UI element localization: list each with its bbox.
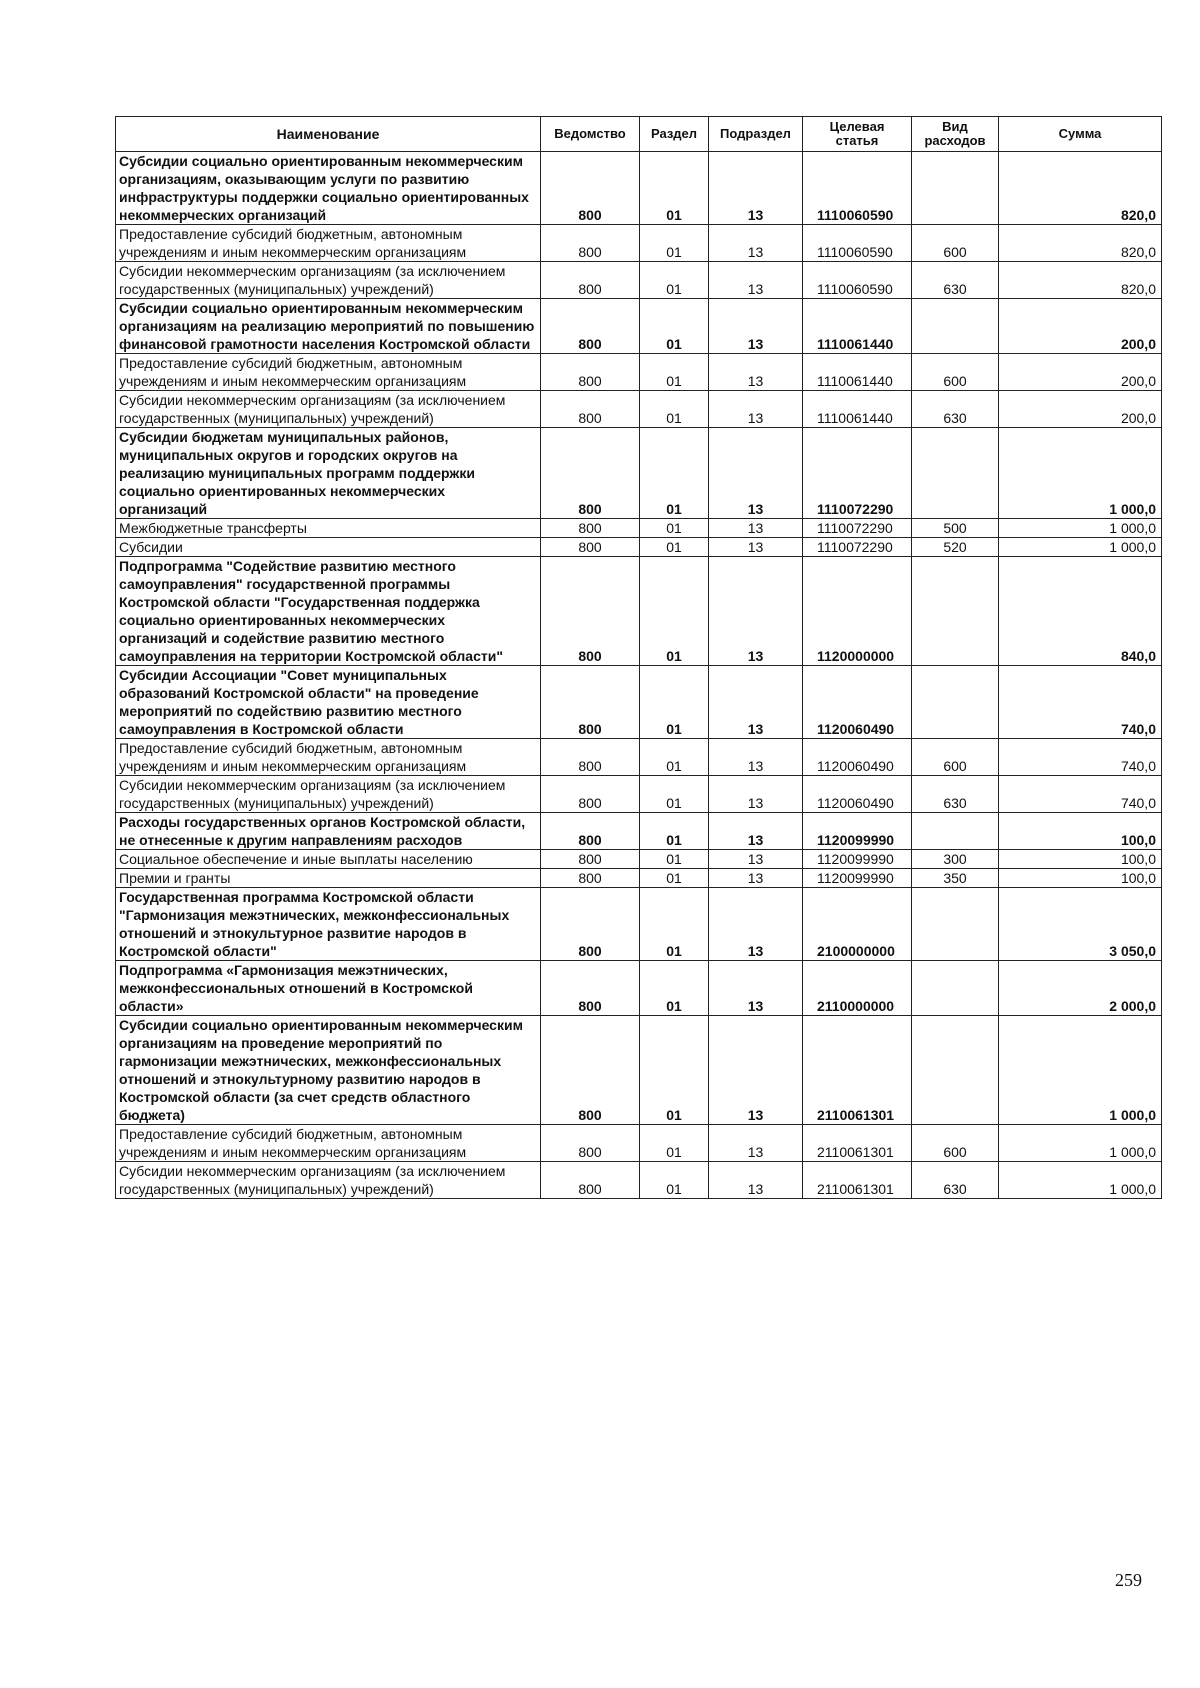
- row-amount-cell: 100,0: [999, 813, 1162, 850]
- row-subsection-cell: 13: [709, 557, 803, 666]
- row-subsection-cell: 13: [709, 888, 803, 961]
- row-expense-type-cell: [912, 428, 999, 519]
- table-row: [116, 739, 1162, 776]
- row-amount-cell: 1 000,0: [999, 519, 1162, 538]
- header-department: Ведомство: [541, 117, 640, 152]
- row-target-cell: 1110061440: [803, 391, 912, 428]
- row-name-cell: Субсидии Ассоциации "Совет муниципальных образований Костромской области" на проведение мероприятий по содействию развитию местного самоуправления в Костромской области: [116, 666, 541, 739]
- row-section-cell: 01: [640, 225, 709, 262]
- header-expense-type: [912, 117, 999, 152]
- table-body: [116, 152, 1162, 1199]
- budget-table: [115, 116, 1162, 1199]
- row-target-cell: 2110061301: [803, 1162, 912, 1199]
- table-row: [116, 428, 1162, 519]
- table-row: [116, 391, 1162, 428]
- table-row: [116, 1016, 1162, 1125]
- row-name-cell: Субсидии некоммерческим организациям (за исключением государственных (муниципальных) учреждений): [116, 391, 541, 428]
- row-expense-type-cell: 350: [912, 869, 999, 888]
- row-target-cell: 1120099990: [803, 850, 912, 869]
- row-name-cell: Предоставление субсидий бюджетным, автономным учреждениям и иным некоммерческим организациям: [116, 1125, 541, 1162]
- row-department-cell: 800: [541, 850, 640, 869]
- row-expense-type-cell: [912, 557, 999, 666]
- row-subsection-cell: 13: [709, 813, 803, 850]
- row-expense-type-cell: [912, 666, 999, 739]
- row-section-cell: 01: [640, 1016, 709, 1125]
- row-department-cell: 800: [541, 1162, 640, 1199]
- row-expense-type-cell: [912, 813, 999, 850]
- row-subsection-cell: 13: [709, 225, 803, 262]
- row-target-cell: 1120099990: [803, 869, 912, 888]
- table-row: [116, 776, 1162, 813]
- row-name-cell: Предоставление субсидий бюджетным, автономным учреждениям и иным некоммерческим организациям: [116, 225, 541, 262]
- table-row: [116, 557, 1162, 666]
- row-name-cell: Субсидии некоммерческим организациям (за исключением государственных (муниципальных) учреждений): [116, 776, 541, 813]
- header-subsection: Подраздел: [709, 117, 803, 152]
- row-subsection-cell: 13: [709, 354, 803, 391]
- row-section-cell: 01: [640, 538, 709, 557]
- row-subsection-cell: 13: [709, 1125, 803, 1162]
- row-department-cell: 800: [541, 888, 640, 961]
- header-amount: Сумма: [999, 117, 1162, 152]
- row-target-cell: 1110072290: [803, 428, 912, 519]
- row-expense-type-cell: 600: [912, 739, 999, 776]
- row-target-cell: 1110061440: [803, 299, 912, 354]
- row-amount-cell: 2 000,0: [999, 961, 1162, 1016]
- row-expense-type-cell: [912, 299, 999, 354]
- table-row: [116, 538, 1162, 557]
- row-amount-cell: 840,0: [999, 557, 1162, 666]
- row-department-cell: 800: [541, 1125, 640, 1162]
- row-amount-cell: 200,0: [999, 299, 1162, 354]
- row-expense-type-cell: [912, 961, 999, 1016]
- row-department-cell: 800: [541, 391, 640, 428]
- row-target-cell: 2110061301: [803, 1016, 912, 1125]
- row-subsection-cell: 13: [709, 776, 803, 813]
- row-section-cell: 01: [640, 391, 709, 428]
- header-section: Раздел: [640, 117, 709, 152]
- row-expense-type-cell: 300: [912, 850, 999, 869]
- row-section-cell: 01: [640, 666, 709, 739]
- row-department-cell: 800: [541, 813, 640, 850]
- row-name-cell: Субсидии социально ориентированным некоммерческим организациям на проведение мероприятий по гармонизации межэтнических, межконфессиональных отношений и этнокультурному развитию народов в Костромской области (за счет средств областного бюджета): [116, 1016, 541, 1125]
- header-expense-line2: расходов: [924, 133, 986, 148]
- row-amount-cell: 1 000,0: [999, 1016, 1162, 1125]
- row-department-cell: 800: [541, 961, 640, 1016]
- row-expense-type-cell: 600: [912, 1125, 999, 1162]
- row-subsection-cell: 13: [709, 152, 803, 225]
- row-expense-type-cell: 520: [912, 538, 999, 557]
- row-target-cell: 2100000000: [803, 888, 912, 961]
- row-department-cell: 800: [541, 225, 640, 262]
- row-section-cell: 01: [640, 557, 709, 666]
- row-name-cell: Предоставление субсидий бюджетным, автономным учреждениям и иным некоммерческим организациям: [116, 354, 541, 391]
- row-name-cell: Премии и гранты: [116, 869, 541, 888]
- row-name-cell: Подпрограмма "Содействие развитию местного самоуправления" государственной программы Костромской области "Государственная поддержка социально ориентированных некоммерческих организаций и содействие развитию местного самоуправления на территории Костромской области": [116, 557, 541, 666]
- row-department-cell: 800: [541, 262, 640, 299]
- row-target-cell: 1110072290: [803, 519, 912, 538]
- row-target-cell: 1120000000: [803, 557, 912, 666]
- row-name-cell: Подпрограмма «Гармонизация межэтнических, межконфессиональных отношений в Костромской области»: [116, 961, 541, 1016]
- row-department-cell: 800: [541, 428, 640, 519]
- row-section-cell: 01: [640, 961, 709, 1016]
- page-number: 259: [1115, 1570, 1142, 1590]
- table-header-row: [116, 117, 1162, 152]
- row-expense-type-cell: 630: [912, 776, 999, 813]
- row-target-cell: 1120060490: [803, 739, 912, 776]
- row-section-cell: 01: [640, 428, 709, 519]
- row-amount-cell: 200,0: [999, 391, 1162, 428]
- row-target-cell: 1110060590: [803, 262, 912, 299]
- row-section-cell: 01: [640, 519, 709, 538]
- row-section-cell: 01: [640, 299, 709, 354]
- row-subsection-cell: 13: [709, 391, 803, 428]
- table-row: [116, 961, 1162, 1016]
- row-amount-cell: 200,0: [999, 354, 1162, 391]
- row-section-cell: 01: [640, 776, 709, 813]
- row-department-cell: 800: [541, 739, 640, 776]
- row-name-cell: Субсидии социально ориентированным некоммерческим организациям на реализацию мероприятий по повышению финансовой грамотности населения Костромской области: [116, 299, 541, 354]
- header-target-article: [803, 117, 912, 152]
- row-department-cell: 800: [541, 869, 640, 888]
- row-target-cell: 1110060590: [803, 152, 912, 225]
- row-amount-cell: 3 050,0: [999, 888, 1162, 961]
- row-name-cell: Предоставление субсидий бюджетным, автономным учреждениям и иным некоммерческим организациям: [116, 739, 541, 776]
- row-section-cell: 01: [640, 869, 709, 888]
- row-amount-cell: 1 000,0: [999, 538, 1162, 557]
- row-subsection-cell: 13: [709, 538, 803, 557]
- table-row: [116, 666, 1162, 739]
- table-row: [116, 262, 1162, 299]
- table-row: [116, 869, 1162, 888]
- row-subsection-cell: 13: [709, 869, 803, 888]
- row-amount-cell: 820,0: [999, 225, 1162, 262]
- row-name-cell: Межбюджетные трансферты: [116, 519, 541, 538]
- row-department-cell: 800: [541, 666, 640, 739]
- row-expense-type-cell: 600: [912, 225, 999, 262]
- table-row: [116, 1162, 1162, 1199]
- row-target-cell: 1110061440: [803, 354, 912, 391]
- row-department-cell: 800: [541, 354, 640, 391]
- row-subsection-cell: 13: [709, 1162, 803, 1199]
- row-section-cell: 01: [640, 1125, 709, 1162]
- row-subsection-cell: 13: [709, 519, 803, 538]
- row-amount-cell: 100,0: [999, 869, 1162, 888]
- row-name-cell: Субсидии некоммерческим организациям (за исключением государственных (муниципальных) учреждений): [116, 262, 541, 299]
- row-name-cell: Социальное обеспечение и иные выплаты населению: [116, 850, 541, 869]
- row-subsection-cell: 13: [709, 666, 803, 739]
- table-row: [116, 225, 1162, 262]
- row-target-cell: 1120060490: [803, 666, 912, 739]
- header-expense-line1: Вид: [942, 119, 968, 134]
- row-name-cell: Субсидии некоммерческим организациям (за исключением государственных (муниципальных) учреждений): [116, 1162, 541, 1199]
- row-name-cell: Субсидии социально ориентированным некоммерческим организациям, оказывающим услуги по развитию инфраструктуры поддержки социально ориентированных некоммерческих организаций: [116, 152, 541, 225]
- row-target-cell: 2110061301: [803, 1125, 912, 1162]
- row-expense-type-cell: 600: [912, 354, 999, 391]
- table-row: [116, 152, 1162, 225]
- row-expense-type-cell: 500: [912, 519, 999, 538]
- row-subsection-cell: 13: [709, 299, 803, 354]
- row-department-cell: 800: [541, 557, 640, 666]
- header-name: Наименование: [116, 117, 541, 152]
- row-section-cell: 01: [640, 739, 709, 776]
- row-target-cell: 1120060490: [803, 776, 912, 813]
- row-expense-type-cell: 630: [912, 391, 999, 428]
- row-name-cell: Расходы государственных органов Костромской области, не отнесенные к другим направлениям расходов: [116, 813, 541, 850]
- row-section-cell: 01: [640, 850, 709, 869]
- row-subsection-cell: 13: [709, 428, 803, 519]
- header-target-line1: Целевая: [829, 119, 885, 134]
- row-amount-cell: 1 000,0: [999, 1125, 1162, 1162]
- row-department-cell: 800: [541, 519, 640, 538]
- row-amount-cell: 740,0: [999, 776, 1162, 813]
- row-section-cell: 01: [640, 888, 709, 961]
- row-expense-type-cell: [912, 1016, 999, 1125]
- row-expense-type-cell: 630: [912, 1162, 999, 1199]
- row-target-cell: 1110072290: [803, 538, 912, 557]
- row-name-cell: Субсидии: [116, 538, 541, 557]
- table-row: [116, 1125, 1162, 1162]
- row-expense-type-cell: 630: [912, 262, 999, 299]
- row-department-cell: 800: [541, 538, 640, 557]
- table-row: [116, 519, 1162, 538]
- row-amount-cell: 1 000,0: [999, 1162, 1162, 1199]
- row-expense-type-cell: [912, 152, 999, 225]
- row-section-cell: 01: [640, 262, 709, 299]
- row-expense-type-cell: [912, 888, 999, 961]
- row-amount-cell: 100,0: [999, 850, 1162, 869]
- row-name-cell: Государственная программа Костромской области "Гармонизация межэтнических, межконфессиональных отношений и этнокультурное развитие народов в Костромской области": [116, 888, 541, 961]
- table-row: [116, 813, 1162, 850]
- row-department-cell: 800: [541, 299, 640, 354]
- row-name-cell: Субсидии бюджетам муниципальных районов, муниципальных округов и городских округов на реализацию муниципальных программ поддержки социально ориентированных некоммерческих организаций: [116, 428, 541, 519]
- row-department-cell: 800: [541, 776, 640, 813]
- row-section-cell: 01: [640, 152, 709, 225]
- row-subsection-cell: 13: [709, 739, 803, 776]
- row-amount-cell: 740,0: [999, 666, 1162, 739]
- table-row: [116, 354, 1162, 391]
- table-row: [116, 888, 1162, 961]
- row-section-cell: 01: [640, 813, 709, 850]
- row-target-cell: 1110060590: [803, 225, 912, 262]
- row-subsection-cell: 13: [709, 961, 803, 1016]
- row-subsection-cell: 13: [709, 850, 803, 869]
- row-subsection-cell: 13: [709, 262, 803, 299]
- row-department-cell: 800: [541, 1016, 640, 1125]
- row-amount-cell: 820,0: [999, 262, 1162, 299]
- row-amount-cell: 740,0: [999, 739, 1162, 776]
- row-amount-cell: 820,0: [999, 152, 1162, 225]
- row-target-cell: 1120099990: [803, 813, 912, 850]
- row-section-cell: 01: [640, 354, 709, 391]
- table-row: [116, 299, 1162, 354]
- row-department-cell: 800: [541, 152, 640, 225]
- table-row: [116, 850, 1162, 869]
- row-subsection-cell: 13: [709, 1016, 803, 1125]
- row-amount-cell: 1 000,0: [999, 428, 1162, 519]
- header-target-line2: статья: [835, 133, 879, 148]
- row-section-cell: 01: [640, 1162, 709, 1199]
- row-target-cell: 2110000000: [803, 961, 912, 1016]
